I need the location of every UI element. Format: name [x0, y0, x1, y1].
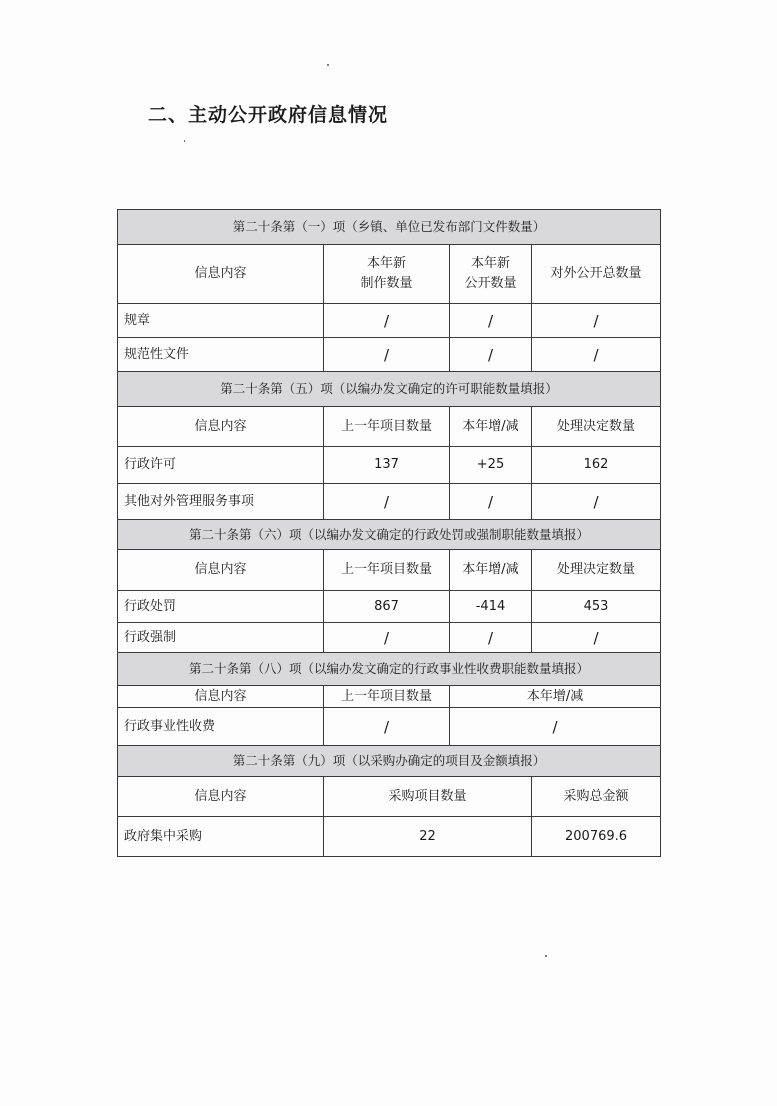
column-header: 处理决定数量 [532, 550, 661, 591]
table-cell: 162 [532, 447, 661, 484]
column-header: 本年新 制作数量 [324, 245, 450, 304]
table-cell: / [450, 708, 661, 746]
table-row [118, 591, 661, 623]
table-cell: +25 [450, 447, 532, 484]
table-row [118, 817, 661, 857]
table-row [118, 304, 661, 338]
table-cell: 200769.6 [532, 817, 661, 857]
column-header: 本年增/减 [450, 550, 532, 591]
row-label: 行政许可 [118, 447, 324, 484]
scan-speck [327, 64, 329, 66]
row-label: 行政处罚 [118, 591, 324, 623]
column-header: 信息内容 [118, 407, 324, 447]
page-title: 二、主动公开政府信息情况 [148, 104, 389, 126]
column-header: 采购项目数量 [324, 777, 532, 817]
table-cell: / [324, 304, 450, 338]
table-cell: / [532, 623, 661, 653]
table-cell: / [450, 338, 532, 372]
column-header: 信息内容 [118, 245, 324, 304]
column-header: 信息内容 [118, 550, 324, 591]
section-row [118, 372, 661, 407]
column-header: 上一年项目数量 [324, 686, 450, 708]
row-label: 规范性文件 [118, 338, 324, 372]
section-title: 第二十条第（六）项（以编办发文确定的行政处罚或强制职能数量填报） [118, 520, 661, 550]
header-row [118, 550, 661, 591]
section-title: 第二十条第（九）项（以采购办确定的项目及金额填报） [118, 746, 661, 777]
header-row [118, 686, 661, 708]
row-label: 行政强制 [118, 623, 324, 653]
table-cell: 22 [324, 817, 532, 857]
header-row [118, 407, 661, 447]
header-row [118, 245, 661, 304]
scan-speck [184, 140, 185, 142]
section-row [118, 210, 661, 245]
section-title: 第二十条第（五）项（以编办发文确定的许可职能数量填报） [118, 372, 661, 407]
table-cell: / [324, 484, 450, 520]
header-row [118, 777, 661, 817]
section-row [118, 653, 661, 686]
table-cell: 867 [324, 591, 450, 623]
row-label: 规章 [118, 304, 324, 338]
column-header: 对外公开总数量 [532, 245, 661, 304]
table-cell: / [450, 484, 532, 520]
column-header: 本年增/减 [450, 686, 661, 708]
table-cell: / [324, 708, 450, 746]
table-cell: / [532, 304, 661, 338]
column-header: 上一年项目数量 [324, 407, 450, 447]
row-label: 行政事业性收费 [118, 708, 324, 746]
table-cell: / [450, 304, 532, 338]
table-cell: 453 [532, 591, 661, 623]
table-row [118, 623, 661, 653]
scan-speck [545, 955, 547, 957]
column-header: 信息内容 [118, 686, 324, 708]
info-disclosure-table-container [117, 209, 660, 857]
section-title: 第二十条第（八）项（以编办发文确定的行政事业性收费职能数量填报） [118, 653, 661, 686]
row-label: 政府集中采购 [118, 817, 324, 857]
table-cell: / [324, 623, 450, 653]
table-cell: 137 [324, 447, 450, 484]
info-disclosure-table [117, 209, 661, 857]
table-cell: / [532, 338, 661, 372]
section-row [118, 520, 661, 550]
table-row [118, 447, 661, 484]
table-cell: / [532, 484, 661, 520]
table-cell: / [450, 623, 532, 653]
table-row [118, 484, 661, 520]
table-row [118, 708, 661, 746]
section-title: 第二十条第（一）项（乡镇、单位已发布部门文件数量） [118, 210, 661, 245]
column-header: 信息内容 [118, 777, 324, 817]
column-header: 本年新 公开数量 [450, 245, 532, 304]
table-cell: / [324, 338, 450, 372]
table-cell: -414 [450, 591, 532, 623]
table-row [118, 338, 661, 372]
column-header: 上一年项目数量 [324, 550, 450, 591]
column-header: 采购总金额 [532, 777, 661, 817]
column-header: 处理决定数量 [532, 407, 661, 447]
section-row [118, 746, 661, 777]
column-header: 本年增/减 [450, 407, 532, 447]
row-label: 其他对外管理服务事项 [118, 484, 324, 520]
